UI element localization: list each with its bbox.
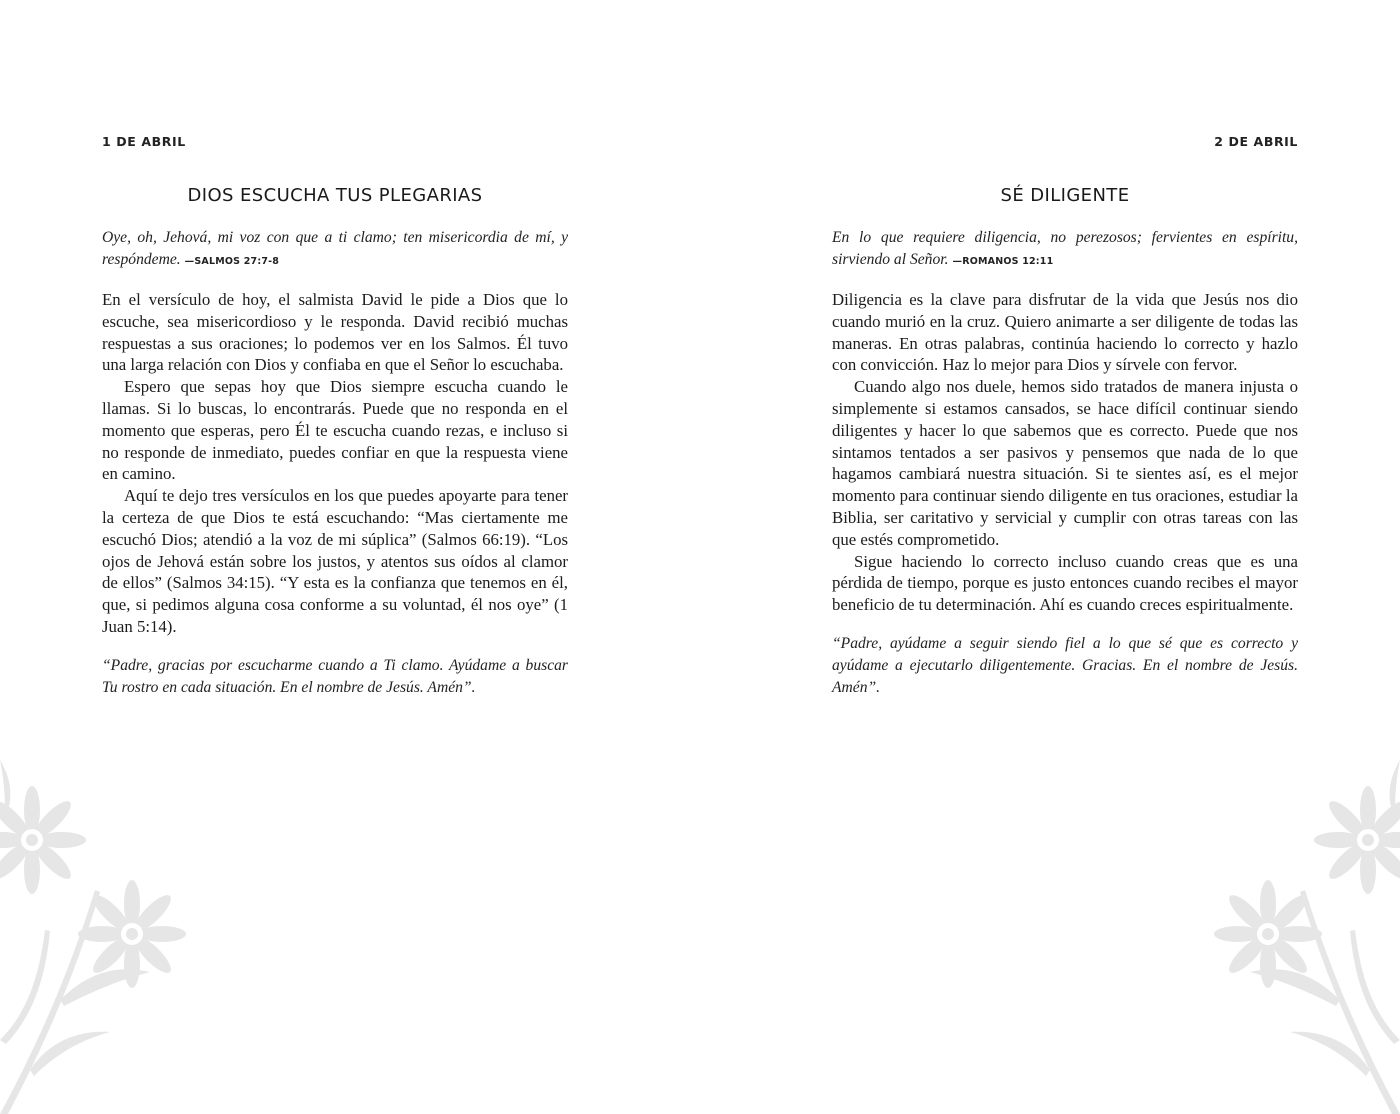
verse bbox=[102, 227, 568, 273]
devotional-title: SÉ DILIGENTE bbox=[1000, 185, 1130, 206]
devotional-content bbox=[102, 182, 568, 699]
devotional-title: DIOS ESCUCHA TUS PLEGARIAS bbox=[187, 185, 483, 206]
paragraph: En el versículo de hoy, el salmista David le pide a Dios que lo escuche, sea misericordioso y le responda. David recibió muchas respuestas a sus oraciones; lo podemos ver en los Salmos. Él tuvo una larga relación con Dios y confiaba en que el Señor lo escuchaba. bbox=[102, 290, 568, 375]
paragraph: Cuando algo nos duele, hemos sido tratados de manera injusta o simplemente si estamos cansados, se hace difícil continuar siendo diligentes y hacer lo que sabemos que es correcto. Puede que nos sintamos tentados a ser pasivos y pensemos que nada de lo que hagamos cambiará nuestra situación. Si te sientes así, es el mejor momento para continuar siendo diligente en tus oraciones, estudiar la Biblia, ser caritativo y servicial y cumplir con otras tareas con las que estés comprometido. bbox=[832, 377, 1298, 549]
paragraph: Espero que sepas hoy que Dios siempre escucha cuando le llamas. Si lo buscas, lo encontrarás. Puede que no responda en el momento que esperas, pero Él te escucha cuando rezas, e incluso si no responde de inmediato, puedes confiar en que la respuesta viene en camino. bbox=[102, 377, 568, 484]
verse-reference: —SALMOS 27:7-8 bbox=[184, 256, 280, 267]
verse-text: Oye, oh, Jehová, mi voz con que a ti clamo; ten misericordia de mí, y respóndeme. bbox=[102, 229, 568, 268]
paragraph: Aquí te dejo tres versículos en los que puedes apoyarte para tener la certeza de que Dios te está escuchando: “Mas ciertamente me escuchó Dios; atendió a la voz de mi súplica” (Salmos 66:19). “Los ojos de Jehová están sobre los justos, y atentos sus oídos al clamor de ellos” (Salmos 34:15). “Y esta es la confianza que tenemos en él, que, si pedimos alguna cosa conforme a su voluntad, él nos oye” (1 Juan 5:14). bbox=[102, 486, 568, 636]
verse-reference: —ROMANOS 12:11 bbox=[952, 256, 1054, 267]
right-page bbox=[700, 0, 1400, 1114]
paragraph: Diligencia es la clave para disfrutar de la vida que Jesús nos dio cuando murió en la cruz. Quiero animarte a ser diligente de todas las maneras. En otras palabras, continúa haciendo lo correcto y hazlo con convicción. Haz lo mejor para Dios y sírvele con fervor. bbox=[832, 290, 1298, 375]
prayer: “Padre, ayúdame a seguir siendo fiel a lo que sé que es correcto y ayúdame a ejecutarlo diligentemente. Gracias. En el nombre de Jesús. Amén”. bbox=[832, 634, 1298, 696]
page-date: 1 DE ABRIL bbox=[102, 134, 186, 149]
prayer: “Padre, gracias por escucharme cuando a Ti clamo. Ayúdame a buscar Tu rostro en cada situación. En el nombre de Jesús. Amén”. bbox=[102, 656, 568, 696]
paragraph: Sigue haciendo lo correcto incluso cuando creas que es una pérdida de tiempo, porque es justo entonces cuando recibes el mayor beneficio de tu determinación. Ahí es cuando creces espiritualmente. bbox=[832, 551, 1298, 615]
devotional-content bbox=[832, 182, 1298, 699]
verse bbox=[832, 227, 1298, 273]
page-date: 2 DE ABRIL bbox=[1214, 134, 1298, 149]
flower-decoration-icon bbox=[0, 740, 220, 1114]
verse-text: En lo que requiere diligencia, no perezosos; fervientes en espíritu, sirviendo al Señor. bbox=[832, 229, 1298, 268]
flower-decoration-icon bbox=[1180, 740, 1400, 1114]
